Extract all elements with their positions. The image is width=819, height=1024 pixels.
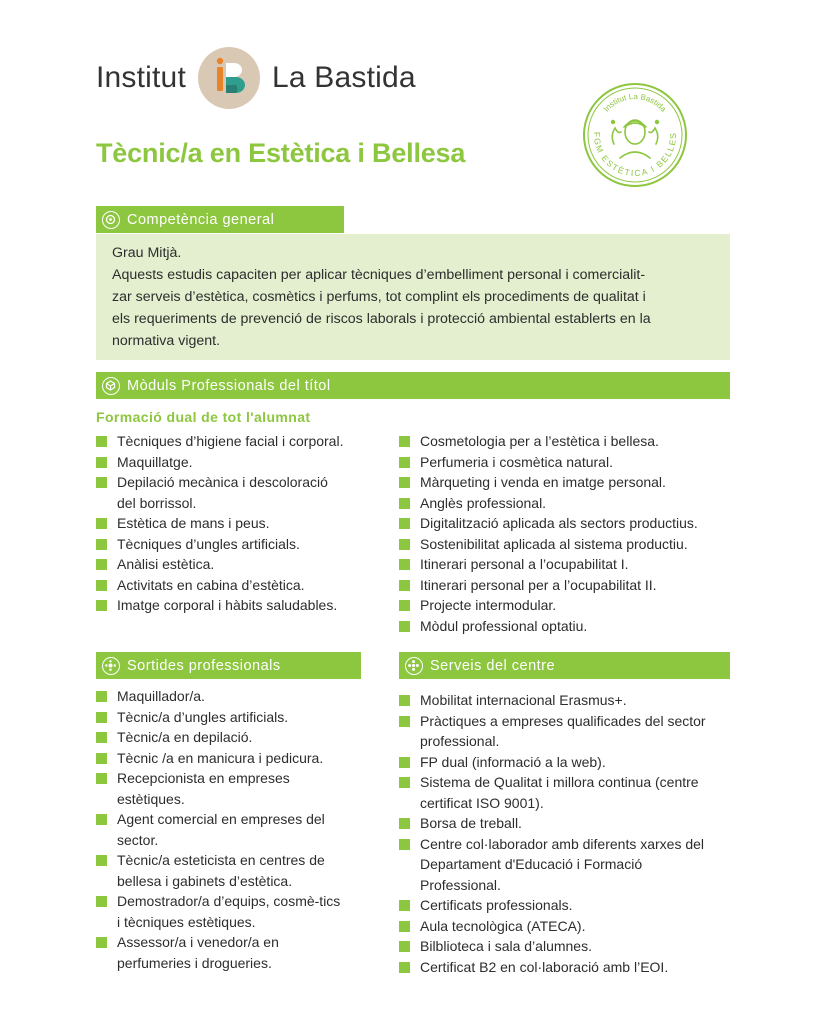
service-item: Sistema de Qualitat i millora continua (centre certificat ISO 9001).: [399, 772, 700, 813]
logo-word-la-bastida: La Bastida: [271, 61, 416, 94]
service-item: Bilblioteca i sala d’alumnes.: [399, 936, 729, 957]
service-item: Mobilitat internacional Erasmus+.: [399, 690, 729, 711]
modules-heading: Mòduls Professionals del títol: [127, 377, 331, 394]
module-item: Itinerari personal a l’ocupabilitat I.: [399, 554, 739, 575]
service-item: Centre col·laborador amb diferents xarxes del Departament d'Educació i Formació Professional.: [399, 834, 720, 896]
logo-word-institut: Institut: [96, 61, 186, 94]
competence-line: Aquests estudis capaciten per aplicar tècniques d’embelliment personal i comercialit-: [112, 267, 646, 283]
career-item: Maquillador/a.: [96, 686, 346, 707]
competence-section-header: [96, 206, 344, 233]
module-item: Màrqueting i venda en imatge personal.: [399, 472, 739, 493]
dual-training-subheading: Formació dual de tot l'alumnat: [96, 409, 311, 425]
module-item: Itinerari personal per a l’ocupabilitat II.: [399, 575, 739, 596]
careers-icon: [102, 657, 120, 675]
modules-left-list: [96, 431, 388, 616]
services-list: [399, 690, 729, 977]
module-item: Tècniques d’ungles artificials.: [96, 534, 388, 555]
service-item: Certificat B2 en col·laboració amb l’EOI.: [399, 957, 729, 978]
careers-section-header: [96, 652, 361, 679]
module-item: Tècniques d’higiene facial i corporal.: [96, 431, 388, 452]
competence-box: [96, 234, 730, 360]
target-icon: [102, 211, 120, 229]
career-item: Recepcionista en empreses estètiques.: [96, 768, 346, 809]
institution-logo: [96, 44, 416, 112]
modules-right-list: [399, 431, 739, 636]
career-item: Demostrador/a d’equips, cosmè-tics i tècniques estètiques.: [96, 891, 346, 932]
module-item: Perfumeria i cosmètica natural.: [399, 452, 739, 473]
program-seal: [582, 82, 688, 188]
service-item: Borsa de treball.: [399, 813, 729, 834]
career-item: Tècnic/a en depilació.: [96, 727, 346, 748]
service-item: Aula tecnològica (ATECA).: [399, 916, 729, 937]
module-item: Depilació mecànica i descoloració del borrissol.: [96, 472, 342, 513]
competence-line: els requeriments de prevenció de riscos laborals i protecció ambiental establerts en la: [112, 311, 651, 327]
module-item: Imatge corporal i hàbits saludables.: [96, 595, 388, 616]
career-item: Tècnic /a en manicura i pedicura.: [96, 748, 346, 769]
services-heading: Serveis del centre: [430, 657, 556, 674]
module-item: Anàlisi estètica.: [96, 554, 388, 575]
career-item: Assessor/a i venedor/a en perfumeries i drogueries.: [96, 932, 346, 973]
module-item: Sostenibilitat aplicada al sistema productiu.: [399, 534, 739, 555]
careers-list: [96, 686, 346, 973]
module-item: Cosmetologia per a l’estètica i bellesa.: [399, 431, 739, 452]
competence-line: normativa vigent.: [112, 333, 221, 349]
seal-bottom-text: FGM ESTÈTICA I BELLES: [591, 131, 679, 179]
page-title: Tècnic/a en Estètica i Bellesa: [96, 138, 466, 168]
service-item: FP dual (informació a la web).: [399, 752, 729, 773]
services-section-header: [399, 652, 730, 679]
career-item: Tècnic/a esteticista en centres de bellesa i gabinets d’estètica.: [96, 850, 346, 891]
career-item: Tècnic/a d’ungles artificials.: [96, 707, 346, 728]
service-item: Certificats professionals.: [399, 895, 729, 916]
competence-level: Grau Mitjà.: [112, 245, 182, 261]
module-item: Digitalització aplicada als sectors productius.: [399, 513, 739, 534]
modules-section-header: [96, 372, 730, 399]
service-item: Pràctiques a empreses qualificades del sector professional.: [399, 711, 710, 752]
module-item: Anglès professional.: [399, 493, 739, 514]
modules-icon: [102, 377, 120, 395]
careers-heading: Sortides professionals: [127, 657, 281, 674]
career-item: Agent comercial en empreses del sector.: [96, 809, 346, 850]
competence-line: zar serveis d’estètica, cosmètics i perfums, tot complint els procediments de qualitat i: [112, 289, 646, 305]
module-item: Projecte intermodular.: [399, 595, 739, 616]
competence-heading: Competència general: [127, 211, 275, 228]
module-item: Maquillatge.: [96, 452, 388, 473]
module-item: Mòdul professional optatiu.: [399, 616, 739, 637]
logo-ib-icon: [198, 47, 260, 109]
module-item: Activitats en cabina d’estètica.: [96, 575, 388, 596]
seal-top-text: Institut La Bastida: [601, 91, 669, 114]
services-icon: [405, 657, 423, 675]
module-item: Estètica de mans i peus.: [96, 513, 388, 534]
